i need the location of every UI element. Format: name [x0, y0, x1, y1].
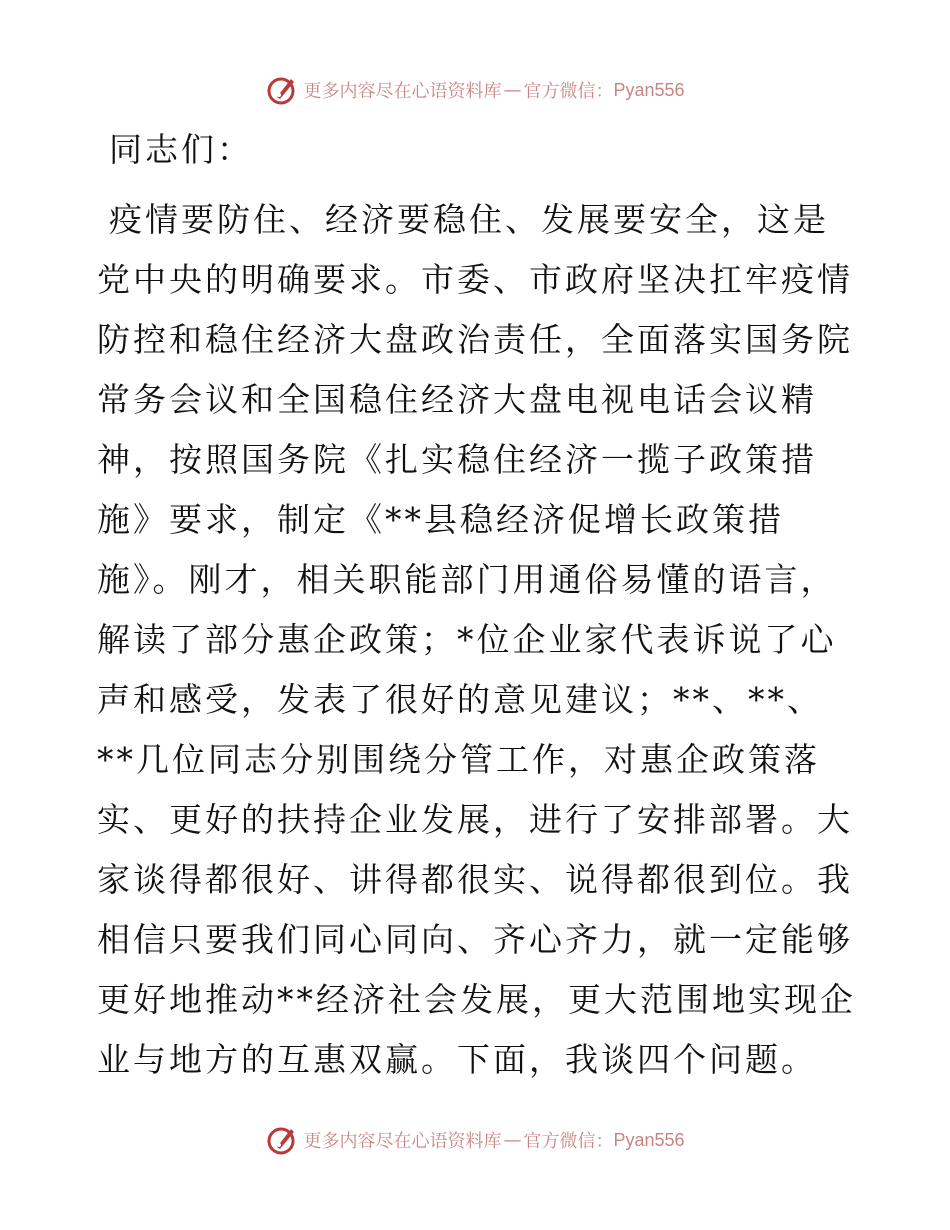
- banner-text: 更多内容尽在心语资料库: [303, 1131, 502, 1152]
- banner-label: 官方微信：: [523, 1131, 614, 1152]
- footer-watermark: [0, 1120, 950, 1160]
- banner-wechat-id: Pyan556: [613, 79, 685, 100]
- banner-text: 更多内容尽在心语资料库: [303, 81, 502, 102]
- pen-logo-icon: [265, 1123, 299, 1157]
- banner-separator: —: [503, 1129, 522, 1151]
- document-body: [97, 120, 857, 1090]
- greeting: 同志们：: [109, 130, 253, 169]
- pen-logo-icon: [265, 73, 299, 107]
- banner-separator: —: [503, 79, 522, 101]
- banner-label: 官方微信：: [523, 81, 614, 102]
- header-watermark: [0, 70, 950, 110]
- body-paragraph: 疫情要防住、经济要稳住、发展要安全，这是党中央的明确要求。市委、市政府坚决扛牢疫情防控和稳住经济大盘政治责任，全面落实国务院常务会议和全国稳住经济大盘电视电话会议精神，按照国务院《扎实稳住经济一揽子政策措施》要求，制定《**县稳经济促增长政策措施》。刚才，相关职能部门用通俗易懂的语言，解读了部分惠企政策；*位企业家代表诉说了心声和感受，发表了很好的意见建议；**、**、**几位同志分别围绕分管工作，对惠企政策落实、更好的扶持企业发展，进行了安排部署。大家谈得都很好、讲得都很实、说得都很到位。我相信只要我们同心同向、齐心齐力，就一定能够更好地推动**经济社会发展，更大范围地实现企业与地方的互惠双赢。下面，我谈四个问题。: [97, 200, 856, 1079]
- banner-wechat-id: Pyan556: [613, 1129, 685, 1150]
